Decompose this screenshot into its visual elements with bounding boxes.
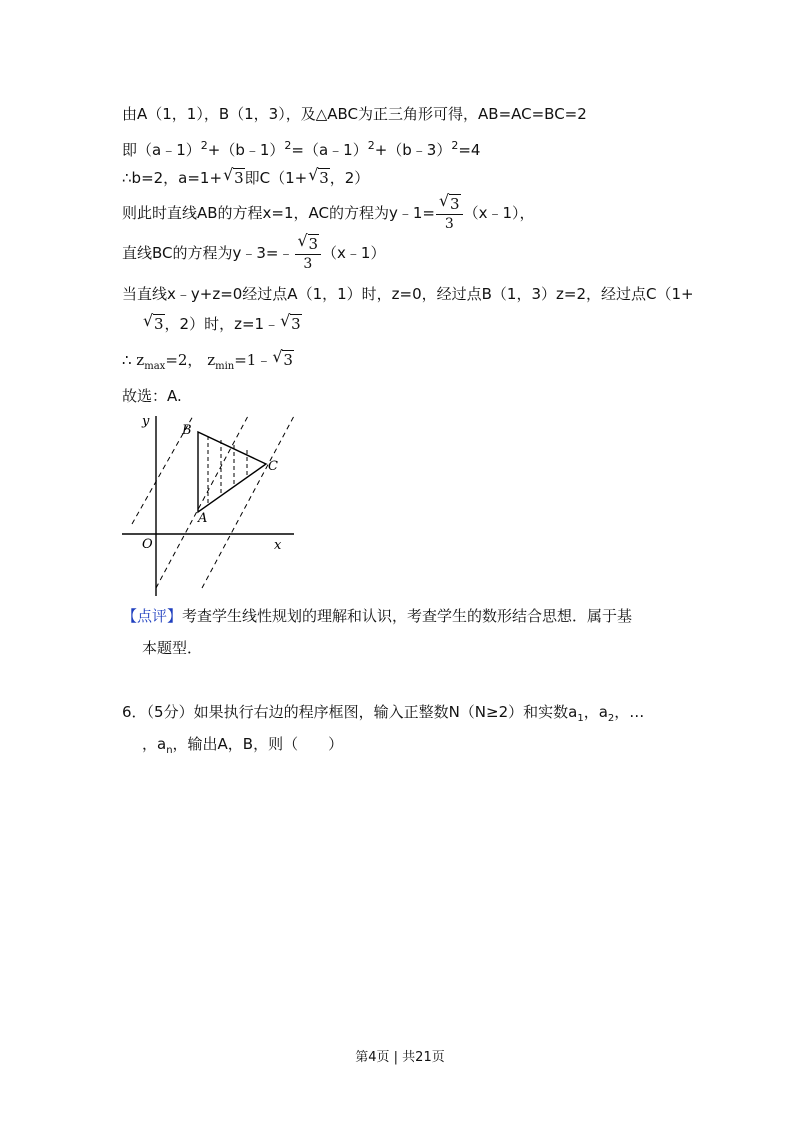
point-c-label: C <box>268 459 278 474</box>
sqrt-expression: √ 3 <box>280 311 301 333</box>
fraction-sqrt3-over-3: √ 3 3 <box>295 234 322 273</box>
y-axis-label: y <box>142 414 150 429</box>
comment-tag: 【点评】 <box>122 607 183 625</box>
comment-line-1: 【点评】考查学生线性规划的理解和认识，考查学生的数形结合思想．属于基 <box>122 607 633 625</box>
sqrt-expression: √ 3 <box>272 347 293 369</box>
solution-line-4: 则此时直线AB的方程x=1，AC的方程为y﹣1= √ 3 3 （x﹣1）， <box>122 191 535 232</box>
solution-line-6: 当直线x﹣y+z=0经过点A（1，1）时，z=0，经过点B（1，3）z=2，经过点C（1+ <box>122 285 694 303</box>
solution-line-9: 故选：A. <box>122 387 182 405</box>
level-line-through-a <box>156 416 248 588</box>
solution-line-3: ∴b=2，a=1+ √ 3即C（1+ √ 3，2） <box>122 165 370 187</box>
solution-line-1: 由A（1，1），B（1，3），及△ABC为正三角形可得，AB=AC=BC=2 <box>122 105 587 123</box>
sqrt-expression: √ 3 <box>143 311 164 333</box>
question-6-line-1: 6．（5分）如果执行右边的程序框图，输入正整数N（N≥2）和实数$a_1$，$a_2$，… <box>122 703 645 724</box>
page-footer: 第4页 | 共21页 <box>355 1050 445 1065</box>
solution-line-7: √ 3，2）时，z=1﹣ √ 3 <box>143 311 301 333</box>
sqrt-expression: √ 3 <box>308 165 329 187</box>
solution-line-8: ∴ $z_{max}=2$， $z_{min}=1﹣$ √ 3 <box>122 347 293 372</box>
solution-line-2: 即（a﹣1）$^2$+（b﹣1）$^2$=（a﹣1）$^2$+（b﹣3）$^2$=4 <box>122 139 481 159</box>
solution-line-5: 直线BC的方程为y﹣3=﹣ √ 3 3 （x﹣1） <box>122 231 386 272</box>
point-a-label: A <box>198 511 208 526</box>
linear-programming-figure <box>118 408 298 600</box>
point-b-label: B <box>182 423 192 438</box>
level-line-through-c <box>202 416 294 588</box>
x-axis-label: x <box>274 538 282 553</box>
origin-label: O <box>142 537 153 552</box>
fraction-sqrt3-over-3: √ 3 3 <box>436 194 463 233</box>
question-6-line-2: ，$a_n$，输出A，B，则（ ） <box>142 735 344 756</box>
sqrt-expression: √ 3 <box>223 165 244 187</box>
comment-line-2: 本题型． <box>142 639 203 657</box>
